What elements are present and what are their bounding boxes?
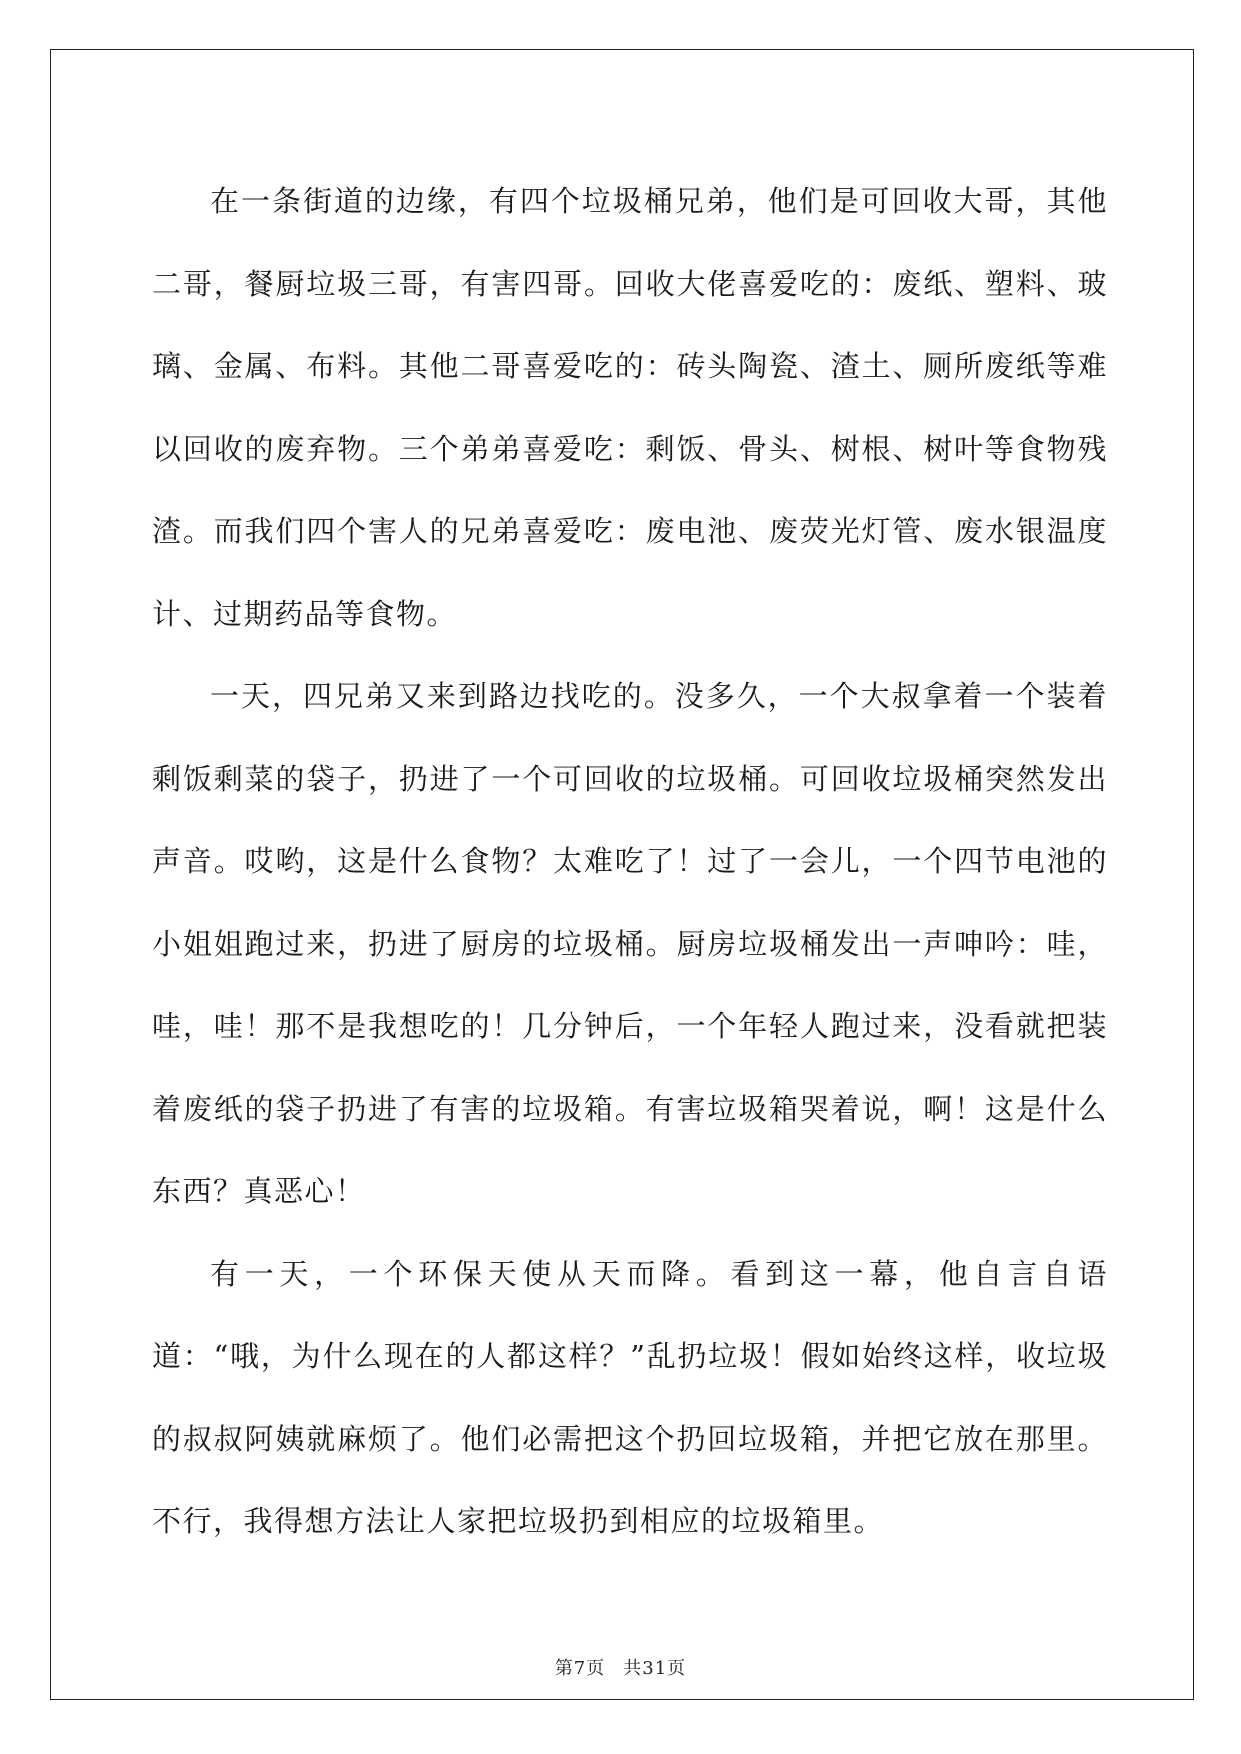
page-number: 第7页 — [554, 1658, 606, 1679]
paragraph-2: 一天，四兄弟又来到路边找吃的。没多久，一个大叔拿着一个装着剩饭剩菜的袋子，扔进了一个可回收的垃圾桶。可回收垃圾桶突然发出声音。哎哟，这是什么食物？太难吃了！过了一会儿，一个四节电池的小姐姐跑过来，扔进了厨房的垃圾桶。厨房垃圾桶发出一声呻吟：哇，哇，哇！那不是我想吃的！几分钟后，一个年轻人跑过来，没看就把装着废纸的袋子扔进了有害的垃圾箱。有害垃圾箱哭着说，啊！这是什么东西？真恶心！ — [152, 679, 1108, 1208]
document-body — [152, 160, 1108, 1563]
page-total: 共31页 — [623, 1658, 687, 1679]
paragraph-3: 有一天，一个环保天使从天而降。看到这一幕，他自言自语道：“哦，为什么现在的人都这样？”乱扔垃圾！假如始终这样，收垃圾的叔叔阿姨就麻烦了。他们必需把这个扔回垃圾箱，并把它放在那里。不行，我得想方法让人家把垃圾扔到相应的垃圾箱里。 — [152, 1256, 1108, 1538]
page-footer — [0, 1654, 1241, 1680]
paragraph-1: 在一条街道的边缘，有四个垃圾桶兄弟，他们是可回收大哥，其他二哥，餐厨垃圾三哥，有害四哥。回收大佬喜爱吃的：废纸、塑料、玻璃、金属、布料。其他二哥喜爱吃的：砖头陶瓷、渣土、厕所废纸等难以回收的废弃物。三个弟弟喜爱吃：剩饭、骨头、树根、树叶等食物残渣。而我们四个害人的兄弟喜爱吃：废电池、废荧光灯管、废水银温度计、过期药品等食物。 — [152, 184, 1108, 631]
